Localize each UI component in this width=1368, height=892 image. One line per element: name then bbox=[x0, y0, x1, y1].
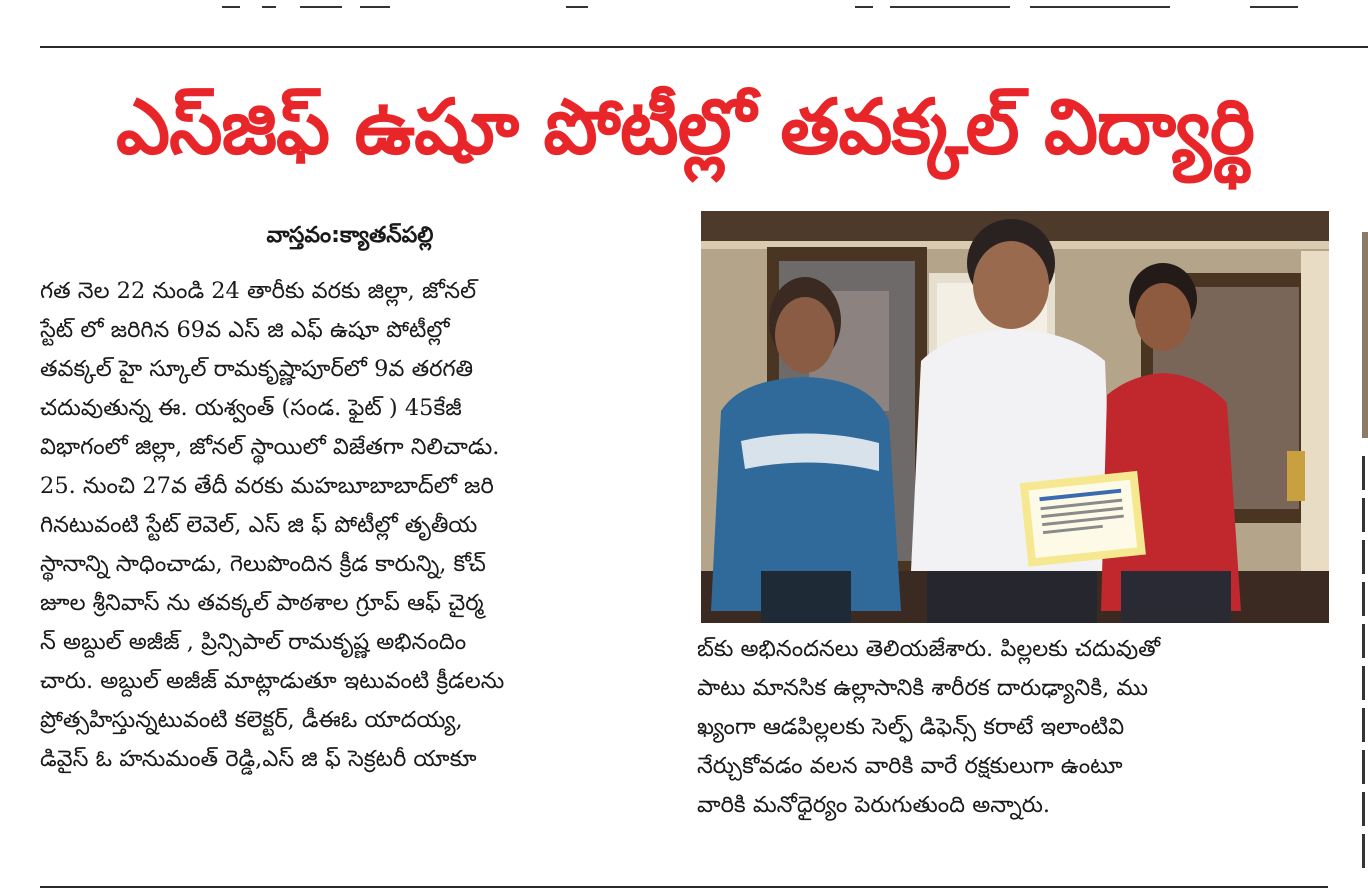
article-line: పాటు మానసిక ఉల్లాసానికి శారీరక దారుఢ్యానికి, ము bbox=[697, 675, 1148, 701]
bottom-rule bbox=[40, 886, 1328, 888]
article-line: స్టేట్ లో జరిగిన 69వ ఎస్ జి ఎఫ్ ఉషూ పోటీల్లో bbox=[40, 317, 450, 343]
article-line: జూల శ్రీనివాస్ ను తవక్కల్ పాఠశాల గ్రూప్ ఆఫ్ చైర్మ bbox=[40, 590, 484, 616]
article-line: వారికి మనోధైర్యం పెరుగుతుంది అన్నారు. bbox=[697, 792, 1051, 818]
article-line: బ్‌కు అభినందనలు తెలియజేశారు. పిల్లలకు చదువుతో bbox=[697, 636, 1161, 662]
article-left-column bbox=[40, 272, 670, 779]
dateline: వాస్తవం:క్యాతన్‌పల్లి bbox=[266, 223, 434, 248]
previous-article-clipped-text bbox=[0, 0, 1368, 12]
article-right-column bbox=[697, 630, 1337, 825]
article-line: 25. నుంచి 27వ తేదీ వరకు మహబూబాబాద్‌లో జరి bbox=[40, 473, 494, 499]
article-line: న్ అబ్దుల్ అజీజ్ , ప్రిన్సిపాల్ రామకృష్ణ అభినందిం bbox=[40, 629, 467, 655]
article-line: ఖ్యంగా ఆడపిల్లలకు సెల్ఫ్ డిఫెన్స్ కరాటే ఇలాంటివి bbox=[697, 714, 1125, 740]
article-line: స్థానాన్ని సాధించాడు, గెలుపొందిన క్రీడ కారున్ని, కోచ్ bbox=[40, 551, 486, 577]
article-line: నేర్చుకోవడం వలన వారికి వారే రక్షకులుగా ఉంటూ bbox=[697, 753, 1123, 779]
article-line: గినటువంటి స్టేట్ లెవెల్, ఎస్ జి ఫ్ పోటీల్లో తృతీయ bbox=[40, 512, 478, 538]
photo-icon bbox=[701, 211, 1329, 623]
article-line: చదువుతున్న ఈ. యశ్వంత్ (సండ. ఫైట్ ) 45కేజీ bbox=[40, 395, 462, 421]
headline: ఎస్‌జిఫ్ ఉషూ పోటీల్లో తవక్కల్ విద్యార్థి bbox=[116, 82, 1254, 171]
top-rule bbox=[40, 46, 1368, 48]
article-line: చారు. అబ్దుల్ అజీజ్ మాట్లాడుతూ ఇటువంటి క్రీడలను bbox=[40, 668, 505, 694]
article-line: గత నెల 22 నుండి 24 తారీకు వరకు జిల్లా, జోనల్ bbox=[40, 278, 477, 304]
adjacent-article-text-edge bbox=[1362, 448, 1368, 868]
article-line: డివైస్ ఓ హనుమంత్ రెడ్డి,ఎస్ జి ఫ్ సెక్రటరీ యాకూ bbox=[40, 746, 477, 772]
article-line: ప్రోత్సహిస్తున్నటువంటి కలెక్టర్, డీఈఓ యాదయ్య, bbox=[40, 707, 463, 733]
article-line: తవక్కల్ హై స్కూల్ రామకృష్ణాపూర్‌లో 9వ తరగతి bbox=[40, 356, 474, 382]
news-photo bbox=[701, 211, 1329, 623]
adjacent-article-photo-edge bbox=[1362, 232, 1368, 438]
article-line: విభాగంలో జిల్లా, జోనల్ స్థాయిలో విజేతగా నిలిచాడు. bbox=[40, 434, 500, 460]
